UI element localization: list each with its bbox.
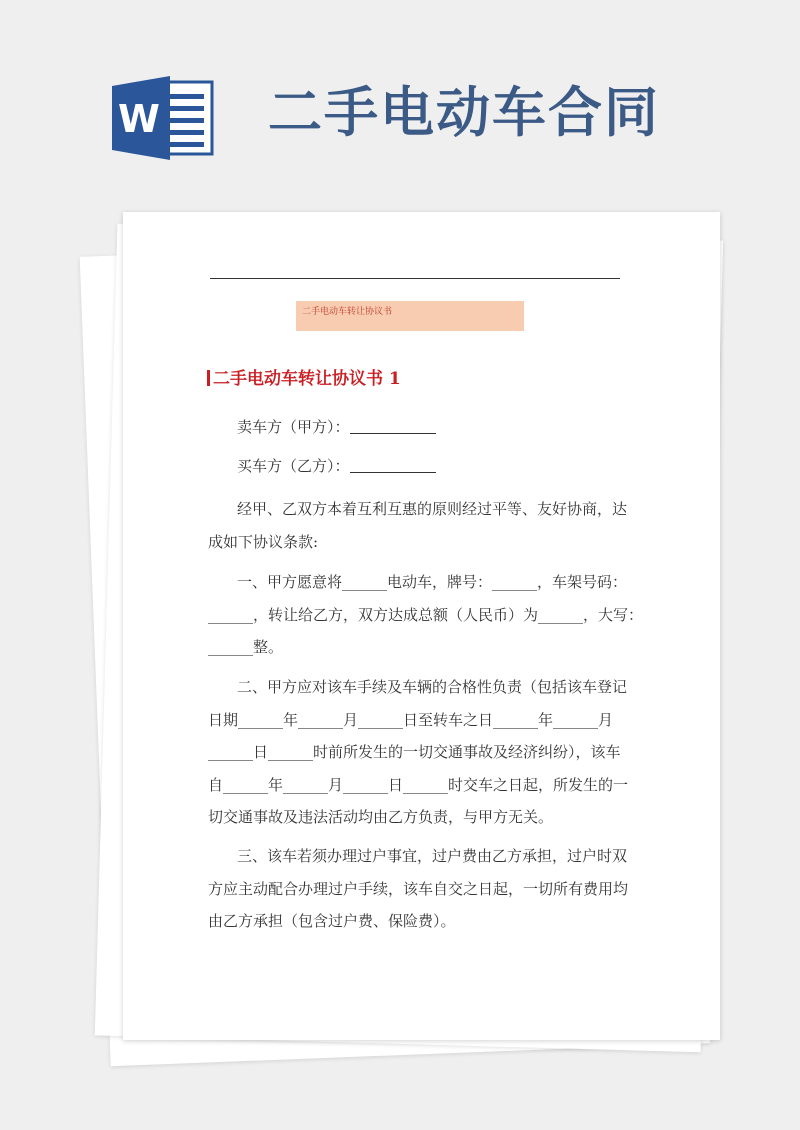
clause3-line-3: 由乙方承担（包含过户费、保险费）。	[208, 912, 456, 930]
document-page	[123, 212, 720, 1040]
buyer-field	[350, 458, 436, 473]
seller-line	[208, 411, 651, 444]
heading-text: 二手电动车转让协议书 1	[213, 369, 401, 389]
clause3-line-1: 三、该车若须办理过户事宜，过户费由乙方承担，过户时双	[237, 847, 628, 865]
heading-marker	[207, 370, 210, 386]
clause2-line-4: 自______年______月______日______时交车之日起，所发生的一	[208, 775, 629, 794]
seller-field	[350, 419, 436, 434]
clause2-line-1: 二、甲方应对该车手续及车辆的合格性负责（包括该车登记	[237, 678, 628, 696]
paragraph-intro	[208, 493, 628, 558]
clause3-line-2: 方应主动配合办理过户手续，该车自交之日起，一切所有费用均	[208, 879, 629, 898]
paragraph-clause-2	[208, 671, 629, 834]
header-banner: 二手电动车转让协议书	[296, 301, 524, 331]
paragraph-clause-1	[208, 566, 644, 664]
clause2-line-2: 日期______年______月______日至转车之日______年______月	[208, 710, 614, 729]
intro-line-2: 成如下协议条款:	[208, 532, 319, 551]
buyer-line	[208, 450, 651, 483]
seller-label: 卖车方（甲方）：	[237, 418, 350, 436]
clause2-line-3: ______日______时前所发生的一切交通事故及经济纠纷），该车	[208, 743, 621, 761]
clause1-line-2: ______，转让给乙方，双方达成总额（人民币）为______，大写：	[208, 605, 644, 624]
buyer-label: 买车方（乙方）：	[237, 457, 350, 475]
paragraph-clause-3	[208, 840, 629, 938]
word-document-icon	[112, 76, 216, 160]
clause1-line-3: ______整。	[208, 638, 284, 656]
word-icon-letter: W	[118, 97, 160, 141]
document-title: 二手电动车合同	[268, 81, 660, 144]
header-rule	[210, 278, 620, 279]
section-heading	[207, 368, 401, 390]
clause2-line-5: 切交通事故及违法活动均由乙方负责，与甲方无关。	[208, 808, 554, 826]
clause1-line-1: 一、甲方愿意将______电动车，牌号：______，车架号码：	[237, 573, 628, 591]
intro-line-1: 经甲、乙双方本着互利互惠的原则经过平等、友好协商，达	[237, 500, 628, 518]
